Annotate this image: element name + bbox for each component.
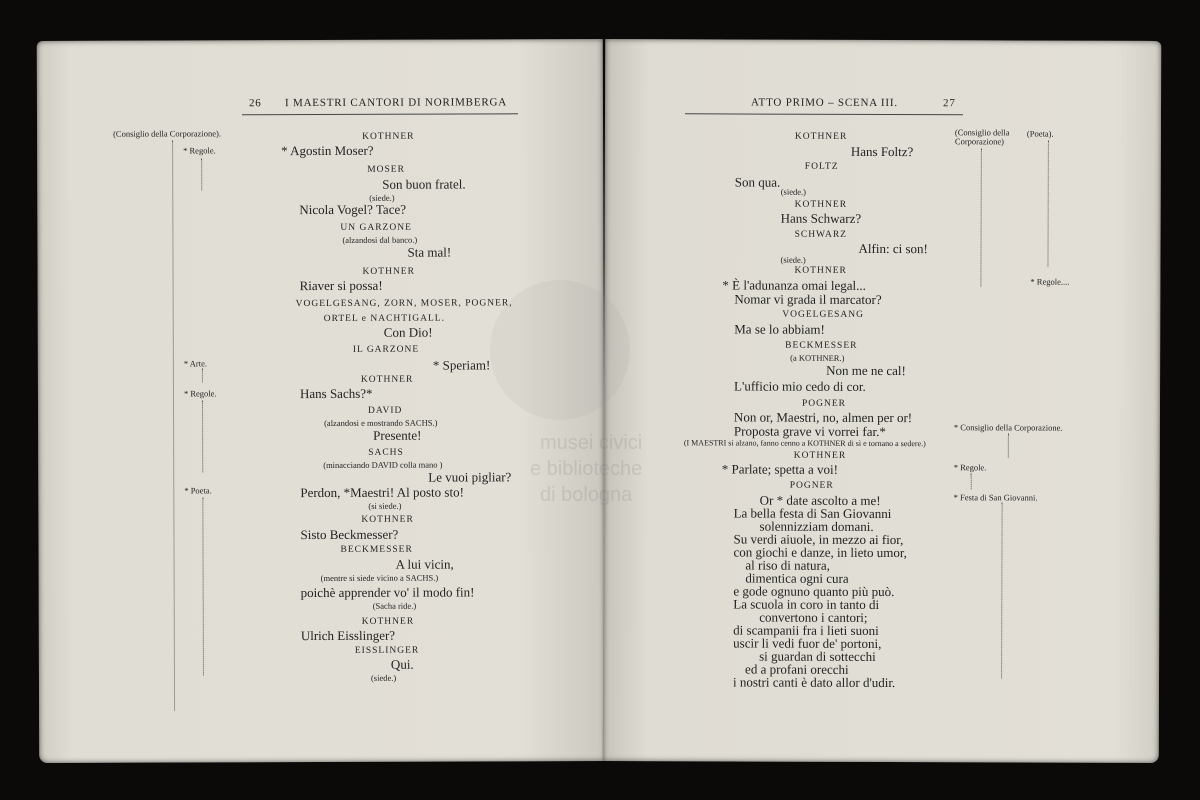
margin-line [971, 473, 972, 489]
left-page-number: 26 [248, 97, 262, 110]
verse-line: Proposta grave vi vorrei far.* [733, 423, 886, 440]
margin-line [202, 497, 204, 675]
verse-line: * Parlate; spetta a voi! [721, 461, 839, 477]
margin-consiglio-2: * Consiglio della Corporazione. [953, 422, 1063, 433]
speaker: KOTHNER [794, 199, 848, 210]
margin-festa: * Festa di San Giovanni. [953, 492, 1038, 503]
stage-direction: (mentre si siede vicino a SACHS.) [320, 572, 439, 584]
speaker: KOTHNER [794, 265, 847, 276]
right-page [603, 39, 1162, 763]
verse-line: La scuola in coro in tanto di [733, 596, 880, 612]
verse-line: Hans Sachs?* [299, 385, 373, 402]
stage-direction: (I MAESTRI si alzano, fanno cenno a KOTHNER di sì e tornano a sedere.) [683, 438, 926, 449]
margin-line [202, 400, 203, 472]
verse-line: Non me ne cal! [826, 362, 906, 379]
stage-direction: (siede.) [780, 254, 806, 265]
verse-line: Sisto Beckmesser? [300, 526, 399, 543]
stage-direction: (siede.) [780, 186, 807, 197]
margin-line [201, 158, 202, 190]
speaker: FOLTZ [804, 161, 839, 172]
stage-direction: (a KOTHNER.) [790, 352, 845, 363]
speaker: DAVID [368, 405, 403, 416]
stage-direction: (alzandosi e mostrando SACHS.) [324, 417, 438, 428]
speaker: KOTHNER [362, 131, 415, 142]
verse-line: uscir li vedi fuor de' portoni, [733, 635, 882, 651]
stage-direction: (siede.) [369, 192, 395, 203]
stage-direction: (minacciando DAVID colla mano ) [323, 459, 443, 470]
speaker: ORTEL e NACHTIGALL. [323, 313, 445, 324]
margin-poeta: (Poeta). [1026, 128, 1054, 139]
speaker: MOSER [367, 164, 405, 175]
verse-line: * Speriam! [432, 357, 491, 373]
verse-line: con giochi e danze, in lieto umor, [733, 544, 907, 561]
speaker: BECKMESSER [340, 544, 413, 555]
watermark-logo [490, 280, 630, 420]
verse-line: Ma se lo abbiam! [734, 321, 825, 337]
speaker: KOTHNER [793, 450, 847, 461]
speaker: POGNER [789, 480, 834, 491]
margin-consiglio: (Consiglio della Corporazione) [954, 127, 1010, 147]
verse-line: Hans Foltz? [850, 143, 914, 160]
right-page-number: 27 [943, 97, 956, 110]
verse-line: Su verdi aiuole, in mezzo ai fior, [733, 531, 904, 548]
verse-line: Con Dio! [383, 324, 433, 340]
verse-line: L'ufficio mio cedo di cor. [734, 378, 866, 394]
speaker: SCHWARZ [794, 229, 848, 240]
verse-line: di scampanii fra i lieti suoni [733, 622, 879, 638]
stage-direction: (alzandosi dal banco.) [342, 234, 418, 245]
left-running-title: I MAESTRI CANTORI DI NORIMBERGA [284, 96, 507, 110]
verse-line: poichè apprender vo' il modo fin! [300, 584, 475, 601]
speaker: SACHS [368, 447, 404, 458]
verse-line: solennizziam domani. [759, 518, 874, 534]
verse-line: * Agostin Moser? [281, 142, 374, 159]
verse-line: Son buon fratel. [382, 176, 466, 192]
margin-regole-1: * Regole.... [1030, 276, 1070, 287]
stage-direction: (siede.) [370, 672, 397, 683]
speaker: VOGELGESANG, ZORN, MOSER, POGNER, [295, 298, 513, 310]
watermark-text: e biblioteche [530, 458, 643, 480]
right-header-rule [685, 113, 963, 115]
verse-line: e gode ognuno quanto più può. [733, 583, 895, 600]
speaker: VOGELGESANG [782, 309, 865, 320]
margin-consiglio: (Consiglio della Corporazione). [113, 128, 221, 139]
verse-line: Non or, Maestri, no, almen per or! [733, 409, 913, 426]
margin-line [172, 141, 175, 711]
verse-line: La bella festa di San Giovanni [733, 505, 892, 522]
verse-line: Or * date ascolto a me! [759, 492, 881, 508]
speaker: EISSLINGER [354, 645, 420, 656]
verse-line: Nomar vi grada il marcator? [734, 291, 882, 307]
verse-line: Presente! [373, 427, 422, 443]
verse-line: A lui vicin, [395, 556, 454, 572]
margin-line [1047, 141, 1048, 267]
speaker: POGNER [801, 398, 847, 409]
verse-line: al riso di natura, [745, 557, 830, 573]
verse-line: * È l'adunanza omai legal... [722, 277, 866, 293]
speaker: KOTHNER [362, 266, 415, 277]
speaker: KOTHNER [360, 374, 414, 385]
speaker: UN GARZONE [340, 222, 412, 233]
speaker: KOTHNER [361, 514, 414, 525]
margin-poeta: * Poeta. [184, 485, 212, 496]
margin-regole-2: * Regole. [183, 388, 217, 399]
stage-direction: (si siede.) [368, 500, 402, 511]
speaker: IL GARZONE [352, 344, 420, 355]
margin-line [980, 148, 981, 286]
margin-regole-1: * Regole. [183, 145, 216, 156]
verse-line: Hans Schwarz? [780, 210, 862, 226]
speaker: KOTHNER [361, 616, 415, 627]
speaker: KOTHNER [794, 131, 848, 142]
verse-line: Ulrich Eisslinger? [300, 627, 396, 644]
verse-line: Qui. [390, 656, 414, 672]
margin-regole-2: * Regole. [953, 462, 987, 473]
right-running-title: ATTO PRIMO – SCENA III. [751, 96, 898, 110]
verse-line: Riaver si possa! [299, 277, 383, 294]
verse-line: Alfin: ci son! [858, 240, 928, 257]
verse-line: i nostri canti è dato allor d'udir. [732, 674, 896, 691]
stage-direction: (Sacha ride.) [372, 600, 417, 611]
verse-line: convertono i cantori; [759, 609, 868, 625]
margin-line [202, 368, 203, 382]
verse-line: Sta mal! [407, 244, 452, 260]
verse-line: dimentica ogni cura [745, 570, 849, 586]
verse-line: Perdon, *Maestri! Al posto sto! [300, 484, 464, 501]
margin-arte: * Arte. [183, 358, 208, 369]
verse-line: si guardan di sottecchi [759, 648, 876, 664]
verse-line: Son qua. [734, 174, 781, 190]
margin-line [1001, 502, 1003, 678]
left-header-rule [242, 113, 518, 115]
watermark-text: di bologna [540, 484, 633, 506]
margin-line [1008, 433, 1009, 457]
verse-line: Le vuoi pigliar? [428, 469, 512, 485]
verse-line: ed a profani orecchi [745, 661, 849, 677]
watermark-text: musei civici [540, 432, 643, 454]
speaker: BECKMESSER [785, 340, 858, 351]
verse-line: Nicola Vogel? Tace? [299, 201, 407, 218]
